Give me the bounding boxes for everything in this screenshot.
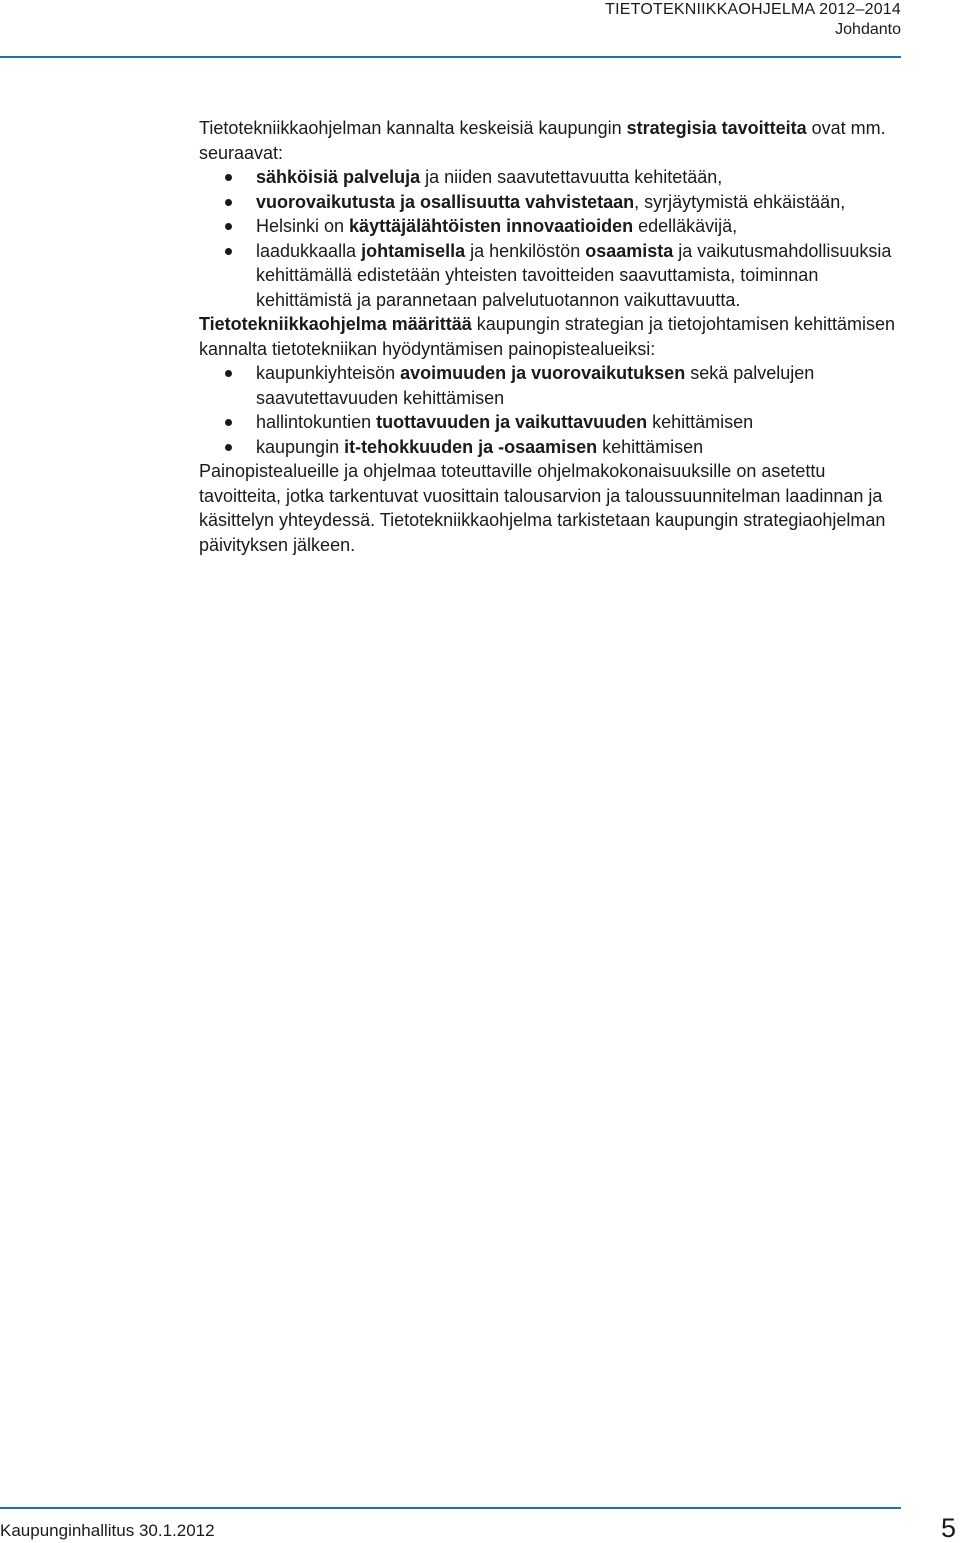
list-item: [199, 361, 904, 410]
footer-divider: [0, 1507, 901, 1509]
goal-text: ja vaikutusmahdollisuuksia kehittämällä edistetään yhteisten tavoitteiden saavuttamista, toiminnan kehittämistä ja parannetaan palvelutuotannon vaikuttavuutta.: [256, 240, 892, 310]
list-item: [199, 190, 904, 215]
goal-text: ja niiden saavutettavuutta kehitetään,: [420, 167, 723, 187]
focus-text: kehittämisen: [597, 436, 704, 457]
goal-emphasis: johtamisella: [361, 240, 466, 261]
focus-emphasis: it-tehokkuuden ja -osaamisen: [344, 436, 598, 457]
focus-text: kaupungin: [256, 436, 345, 457]
focus-intro-paragraph: [199, 312, 904, 361]
intro-paragraph: [199, 116, 904, 165]
focus-intro-emphasis: Tietotekniikkaohjelma määrittää: [199, 314, 472, 334]
goal-text: , syrjäytymistä ehkäistään,: [634, 191, 846, 212]
focus-text: kaupunkiyhteisön: [256, 363, 401, 383]
section-title: Johdanto: [835, 21, 901, 38]
strategic-goals-list: [199, 165, 904, 312]
focus-intro-text: kaupungin strategian ja tietojohtamisen kehittämisen kannalta tietotekniikan hyödyntämisen painopistealueiksi:: [199, 314, 896, 359]
goal-text: laadukkaalla: [256, 240, 362, 261]
goal-emphasis: käyttäjälähtöisten innovaatioiden: [349, 216, 634, 236]
page-header: [605, 0, 901, 40]
list-item: [199, 239, 904, 313]
intro-text-end: ovat mm. seuraavat:: [199, 118, 886, 163]
focus-areas-list: [199, 361, 904, 459]
list-item: [199, 410, 904, 435]
focus-text: sekä palvelujen saavutettavuuden kehittämisen: [256, 363, 815, 408]
goal-text: ja henkilöstön: [465, 240, 586, 261]
list-item: [199, 214, 904, 239]
focus-emphasis: avoimuuden ja vuorovaikutuksen: [400, 363, 686, 383]
focus-text: hallintokuntien: [256, 412, 377, 432]
goal-emphasis: osaamista: [585, 240, 674, 261]
list-item: [199, 435, 904, 460]
main-content: [199, 116, 904, 557]
goal-text: edelläkävijä,: [633, 216, 738, 236]
page-number: 5: [940, 1513, 956, 1543]
footer-date: Kaupunginhallitus 30.1.2012: [0, 1521, 215, 1540]
list-item: [199, 165, 904, 190]
focus-emphasis: tuottavuuden ja vaikuttavuuden: [376, 412, 648, 432]
intro-text: Tietotekniikkaohjelman kannalta keskeisiä kaupungin: [199, 118, 627, 138]
closing-paragraph: Painopistealueille ja ohjelmaa toteuttaville ohjelmakokonaisuuksille on asetettu tavoitteita, jotka tarkentuvat vuosittain talousarvion ja taloussuunnitelman laadinnan ja käsittelyn yhteydessä. Tietotekniikkaohjelma tarkistetaan kaupungin strategiaohjelman päivityksen jälkeen.: [199, 461, 886, 555]
intro-emphasis: strategisia tavoitteita: [626, 118, 807, 138]
goal-emphasis: sähköisiä palveluja: [256, 167, 421, 187]
goal-text: Helsinki on: [256, 216, 350, 236]
header-divider: [0, 56, 901, 58]
focus-text: kehittämisen: [647, 412, 754, 432]
goal-emphasis: vuorovaikutusta ja osallisuutta vahvistetaan: [256, 191, 635, 212]
document-series-title: TIETOTEKNIIKKAOHJELMA 2012–2014: [605, 1, 901, 18]
